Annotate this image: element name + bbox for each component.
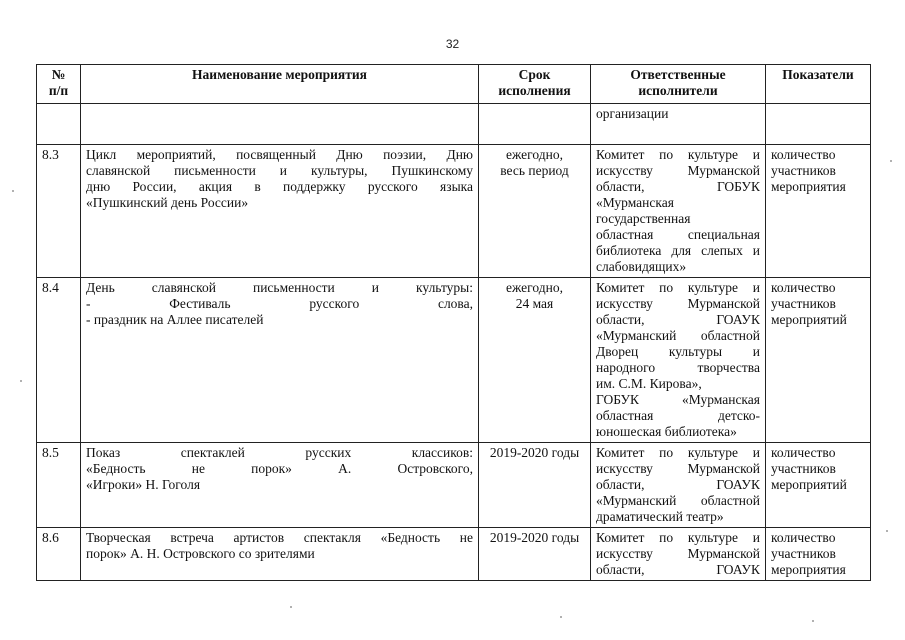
event-responsible-line: Комитет по культуре и: [596, 445, 760, 460]
table-row: [37, 145, 871, 278]
scan-speck: [12, 190, 14, 192]
event-term: [479, 145, 591, 278]
event-indicators: [766, 104, 871, 145]
event-responsible: [591, 145, 766, 278]
event-indicators-line: мероприятия: [771, 562, 846, 577]
event-responsible-line: Комитет по культуре и: [596, 147, 760, 162]
event-responsible-line: библиотека для слепых и: [596, 243, 760, 258]
event-indicators-line: участников: [771, 461, 836, 476]
header-line: исполнения: [498, 83, 571, 98]
event-name-line: славянской письменности и культуры, Пушкинскому: [86, 163, 473, 178]
event-responsible-line: слабовидящих»: [596, 259, 687, 274]
event-term-line: 2019-2020 годы: [489, 530, 580, 545]
event-responsible: [591, 104, 766, 145]
header-resp: [591, 65, 766, 104]
header-line: №: [51, 67, 66, 82]
table-body: [37, 104, 871, 581]
scan-speck: [886, 530, 888, 532]
event-indicators-line: количество: [771, 445, 836, 460]
table-row: [37, 104, 871, 145]
event-indicators-line: мероприятий: [771, 312, 847, 327]
event-name-line: «Пушкинский день России»: [86, 195, 249, 210]
event-term-line: ежегодно,: [506, 147, 563, 162]
event-responsible: [591, 278, 766, 443]
event-responsible-line: народного творчества: [596, 360, 760, 375]
event-name: [81, 278, 479, 443]
table-row: [37, 528, 871, 581]
event-responsible-line: области, ГОБУК: [596, 179, 760, 194]
event-responsible-line: области, ГОАУК: [596, 312, 760, 327]
event-responsible-line: искусству Мурманской: [596, 546, 760, 561]
event-indicators-line: мероприятия: [771, 179, 846, 194]
event-responsible-line: юношеская библиотека»: [596, 424, 737, 439]
event-indicators-line: количество: [771, 147, 836, 162]
row-number: 8.3: [37, 145, 81, 278]
event-responsible-line: «Мурманский областной: [596, 493, 760, 508]
event-indicators-line: мероприятий: [771, 477, 847, 492]
header-num: [37, 65, 81, 104]
scan-speck: [812, 620, 814, 622]
event-responsible-line: драматический театр»: [596, 509, 724, 524]
event-name-line: Творческая встреча артистов спектакля «Бедность не: [86, 530, 473, 545]
table-header-row: [37, 65, 871, 104]
event-responsible-line: Комитет по культуре и: [596, 280, 760, 295]
event-term-line: ежегодно,: [506, 280, 563, 295]
event-responsible-line: искусству Мурманской: [596, 461, 760, 476]
event-term-line: 24 мая: [515, 296, 554, 311]
event-name: [81, 104, 479, 145]
event-indicators-line: количество: [771, 530, 836, 545]
event-name: [81, 145, 479, 278]
header-ind: [766, 65, 871, 104]
scan-speck: [20, 380, 22, 382]
table-row: [37, 443, 871, 528]
event-name: [81, 443, 479, 528]
row-number: 8.5: [37, 443, 81, 528]
event-responsible-line: области, ГОАУК: [596, 562, 760, 577]
row-number: [37, 104, 81, 145]
event-responsible-line: им. С.М. Кирова»,: [596, 376, 702, 391]
event-responsible-line: ГОБУК «Мурманская: [596, 392, 760, 407]
event-responsible-line: Комитет по культуре и: [596, 530, 760, 545]
event-name-line: Показ спектаклей русских классиков:: [86, 445, 473, 460]
header-line: Наименование мероприятия: [192, 67, 367, 82]
event-term: [479, 528, 591, 581]
event-name-line: дню России, акция в поддержку русского языка: [86, 179, 473, 194]
event-responsible-line: областная специальная: [596, 227, 760, 242]
header-line: Показатели: [782, 67, 854, 82]
event-term-line: весь период: [500, 163, 569, 178]
event-indicators: [766, 278, 871, 443]
event-term: [479, 104, 591, 145]
event-indicators: [766, 145, 871, 278]
event-term-line: 2019-2020 годы: [489, 445, 580, 460]
event-responsible-line: «Мурманская: [596, 195, 674, 210]
event-responsible-line: «Мурманский областной: [596, 328, 760, 343]
page-number: 32: [445, 37, 460, 51]
event-name-line: - Фестиваль русского слова,: [86, 296, 473, 311]
row-number: 8.4: [37, 278, 81, 443]
events-table: [36, 64, 871, 581]
event-responsible-line: государственная: [596, 211, 691, 226]
event-indicators: [766, 443, 871, 528]
event-indicators-line: участников: [771, 296, 836, 311]
event-indicators-line: количество: [771, 280, 836, 295]
event-indicators: [766, 528, 871, 581]
event-name-line: - праздник на Аллее писателей: [86, 312, 264, 327]
event-indicators-line: участников: [771, 163, 836, 178]
event-responsible-line: области, ГОАУК: [596, 477, 760, 492]
scan-speck: [890, 160, 892, 162]
event-name-line: День славянской письменности и культуры:: [86, 280, 473, 295]
event-responsible: [591, 528, 766, 581]
header-line: исполнители: [638, 83, 718, 98]
event-name: [81, 528, 479, 581]
header-name: [81, 65, 479, 104]
event-name-line: порок» А. Н. Островского со зрителями: [86, 546, 315, 561]
event-responsible-line: искусству Мурманской: [596, 296, 760, 311]
event-name-line: «Игроки» Н. Гоголя: [86, 477, 201, 492]
event-responsible-line: организации: [596, 106, 669, 121]
header-term: [479, 65, 591, 104]
header-line: п/п: [48, 83, 69, 98]
header-line: Ответственные: [630, 67, 726, 82]
event-name-line: Цикл мероприятий, посвященный Дню поэзии, Дню: [86, 147, 473, 162]
scan-speck: [560, 616, 562, 618]
event-responsible-line: Дворец культуры и: [596, 344, 760, 359]
event-name-line: «Бедность не порок» А. Островского,: [86, 461, 473, 476]
event-term: [479, 443, 591, 528]
table-row: [37, 278, 871, 443]
event-term: [479, 278, 591, 443]
header-line: Срок: [518, 67, 551, 82]
event-responsible-line: искусству Мурманской: [596, 163, 760, 178]
scan-speck: [290, 606, 292, 608]
event-responsible-line: областная детско-: [596, 408, 760, 423]
event-indicators-line: участников: [771, 546, 836, 561]
event-responsible: [591, 443, 766, 528]
row-number: 8.6: [37, 528, 81, 581]
